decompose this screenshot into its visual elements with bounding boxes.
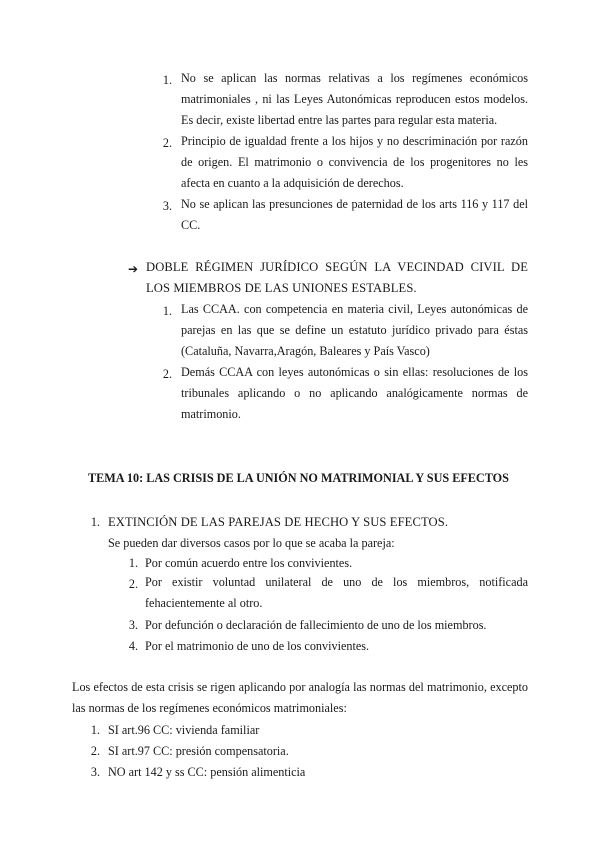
extincion-item-3: Por defunción o declaración de fallecimiento de uno de los miembros.: [145, 618, 487, 632]
doble-regimen-num-1: 1.: [162, 304, 172, 318]
extincion-title: EXTINCIÓN DE LAS PAREJAS DE HECHO Y SUS EFECTOS.: [108, 515, 449, 529]
extincion-item-1: Por común acuerdo entre los convivientes.: [145, 556, 353, 570]
top-list-num-1: 1.: [162, 73, 172, 87]
extincion-num: 1.: [90, 515, 100, 529]
extincion-item-4: Por el matrimonio de uno de los convivientes.: [145, 639, 370, 653]
extincion-num-1: 1.: [128, 556, 138, 570]
doble-regimen-num-2: 2.: [162, 367, 172, 381]
top-list-item-2: Principio de igualdad frente a los hijos y no descriminación por razón de origen. El matrimonio o convivencia de los progenitores no les afecta en cuanto a la adquisición de derechos.: [181, 134, 528, 190]
arrow-bullet-icon: ➔: [128, 262, 139, 276]
top-list-item-1: No se aplican las normas relativas a los regímenes económicos matrimoniales , ni las Leyes Autonómicas reproducen estos modelos. Es decir, existe libertad entre las partes para regular esta materia.: [181, 71, 528, 127]
doble-regimen-title: DOBLE RÉGIMEN JURÍDICO SEGÚN LA VECINDAD CIVIL DE LOS MIEMBROS DE LAS UNIONES ESTABLES.: [146, 260, 528, 295]
top-list-num-2: 2.: [162, 136, 172, 150]
efectos-item-1: SI art.96 CC: vivienda familiar: [108, 723, 260, 737]
efectos-num-3: 3.: [90, 765, 100, 779]
efectos-num-2: 2.: [90, 744, 100, 758]
efectos-num-1: 1.: [90, 723, 100, 737]
doble-regimen-item-1: Las CCAA. con competencia en materia civil, Leyes autonómicas de parejas en las que se define un estatuto jurídico privado para éstas (Cataluña, Navarra,Aragón, Baleares y País Vasco): [181, 302, 528, 358]
extincion-num-3: 3.: [128, 618, 138, 632]
extincion-num-4: 4.: [128, 639, 138, 653]
extincion-num-2: 2.: [128, 577, 138, 591]
efectos-paragraph: Los efectos de esta crisis se rigen aplicando por analogía las normas del matrimonio, excepto las normas de los regímenes económicos matrimoniales:: [72, 680, 528, 715]
extincion-intro: Se pueden dar diversos casos por lo que se acaba la pareja:: [108, 536, 395, 550]
efectos-item-2: SI art.97 CC: presión compensatoria.: [108, 744, 289, 758]
tema-title: TEMA 10: LAS CRISIS DE LA UNIÓN NO MATRIMONIAL Y SUS EFECTOS: [88, 471, 509, 485]
top-list-num-3: 3.: [162, 199, 172, 213]
doble-regimen-item-2: Demás CCAA con leyes autonómicas o sin ellas: resoluciones de los tribunales aplicando o no aplicando analógicamente normas de matrimonio.: [181, 365, 528, 421]
extincion-item-2: Por existir voluntad unilateral de uno de los miembros, notificada fehacientemente al otro.: [145, 575, 528, 610]
efectos-item-3: NO art 142 y ss CC: pensión alimenticia: [108, 765, 306, 779]
top-list-item-3: No se aplican las presunciones de paternidad de los arts 116 y 117 del CC.: [181, 197, 528, 232]
